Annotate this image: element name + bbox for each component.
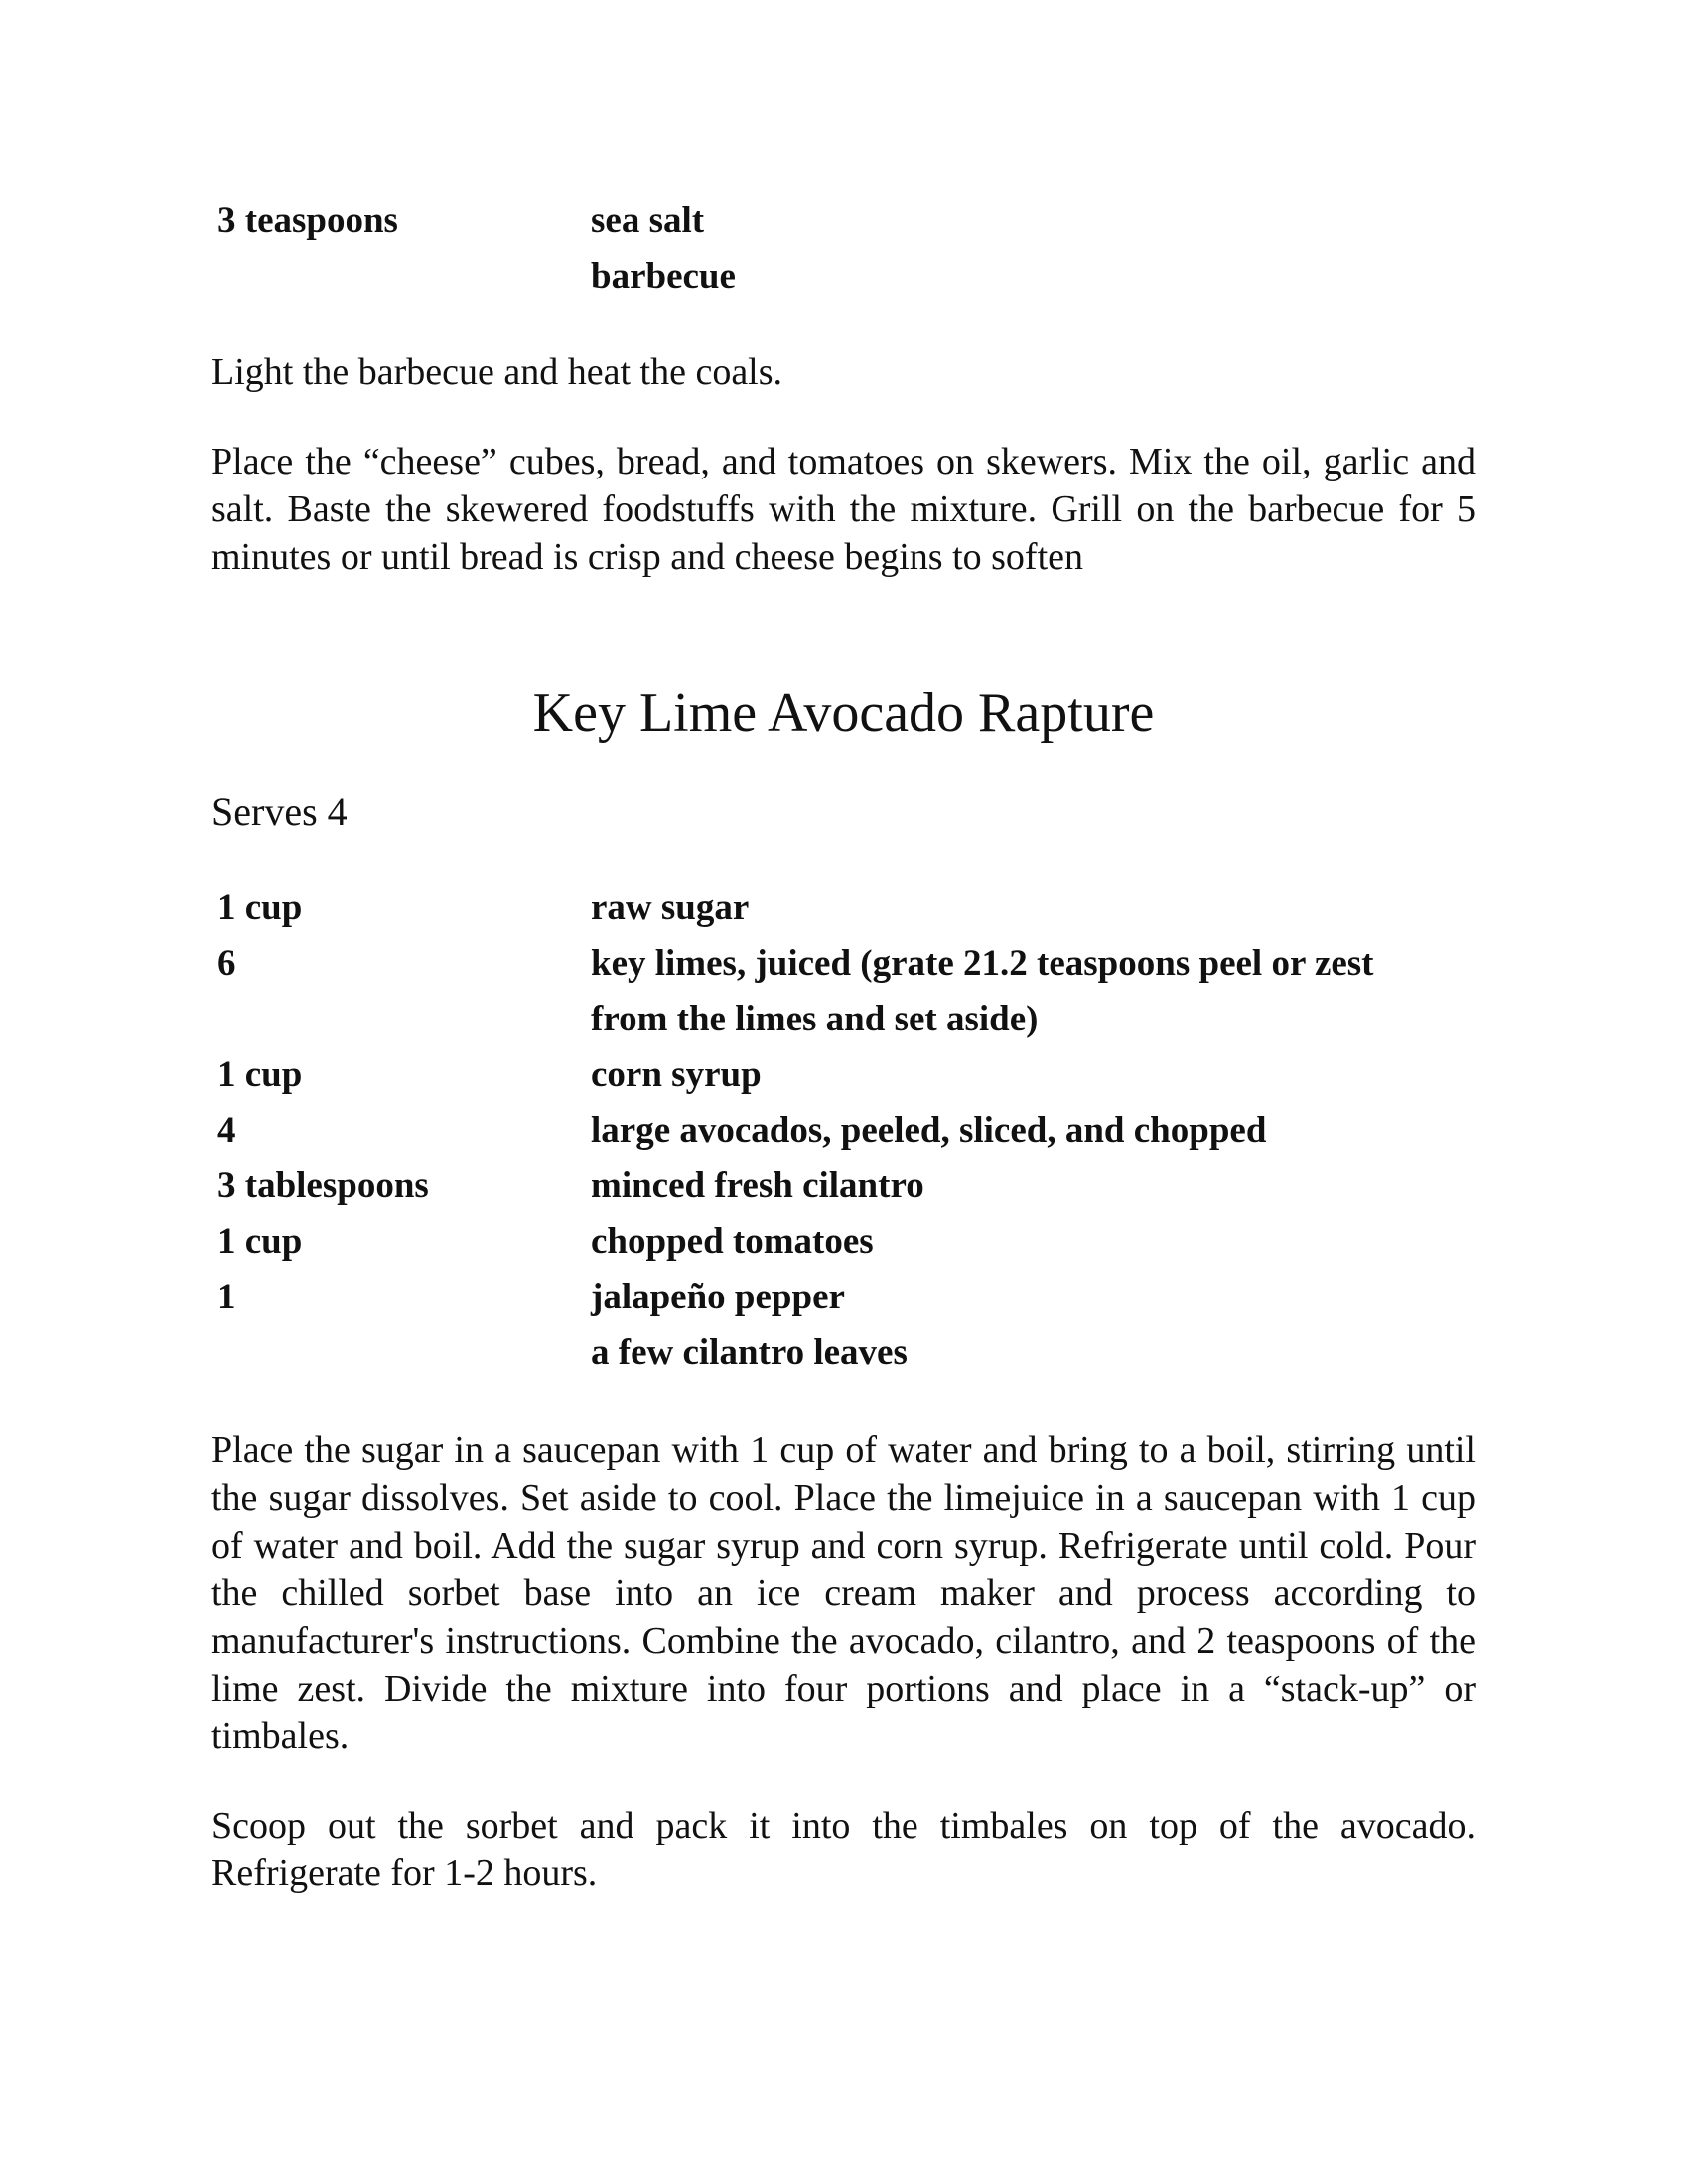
instruction-paragraph: Place the sugar in a saucepan with 1 cup of water and bring to a boil, stirring until the sugar dissolves. Set aside to cool. Place the limejuice in a saucepan with 1 cup of water and boil. Add the sugar syrup and corn syrup. Refrigerate until cold. Pour the chilled sorbet base into an ice cream maker and process according to manufacturer's instructions. Combine the avocado, cilantro, and 2 teaspoons of the lime zest. Divide the mixture into four portions and place in a “stack-up” or timbales. [211, 1430, 1476, 1757]
ingredient-quantity [211, 1325, 591, 1381]
ingredient-quantity: 4 [217, 1110, 236, 1151]
ingredient-name: chopped tomatoes [591, 1221, 874, 1262]
ingredient-name: key limes, juiced (grate 21.2 teaspoons peel or zest from the limes and set aside) [591, 943, 1374, 1039]
ingredient-quantity: 1 cup [217, 1054, 303, 1095]
ingredient-quantity: 1 [217, 1277, 236, 1317]
document-page [211, 194, 1476, 1897]
ingredient-row [211, 1047, 1476, 1103]
ingredient-row [211, 1270, 1476, 1325]
ingredient-row [211, 249, 1476, 305]
ingredient-name: barbecue [591, 256, 736, 297]
ingredient-row [211, 881, 1476, 936]
serves-count: Serves 4 [211, 789, 348, 834]
ingredient-name: raw sugar [591, 887, 750, 928]
ingredient-list-previous [211, 194, 1476, 305]
ingredient-row [211, 194, 1476, 249]
ingredient-quantity: 1 cup [217, 1221, 303, 1262]
instruction-paragraph: Scoop out the sorbet and pack it into the timbales on top of the avocado. Refrigerate for 1-2 hours. [211, 1805, 1476, 1894]
instruction-paragraph: Light the barbecue and heat the coals. [211, 351, 783, 393]
ingredient-quantity: 6 [217, 943, 236, 984]
ingredient-name: sea salt [591, 201, 705, 241]
ingredient-quantity: 3 tablespoons [217, 1165, 429, 1206]
ingredient-list [211, 881, 1476, 1381]
ingredient-row [211, 1325, 1476, 1381]
ingredient-name: large avocados, peeled, sliced, and chopped [591, 1110, 1267, 1151]
ingredient-name: corn syrup [591, 1054, 762, 1095]
ingredient-name: jalapeño pepper [591, 1277, 845, 1317]
ingredient-quantity: 3 teaspoons [217, 201, 398, 241]
instruction-paragraph: Place the “cheese” cubes, bread, and tomatoes on skewers. Mix the oil, garlic and salt. Baste the skewered foodstuffs with the mixture. Grill on the barbecue for 5 minutes or until bread is crisp and cheese begins to soften [211, 441, 1476, 578]
ingredient-row [211, 1103, 1476, 1159]
recipe-title: Key Lime Avocado Rapture [532, 682, 1155, 744]
ingredient-quantity: 1 cup [217, 887, 303, 928]
ingredient-name: a few cilantro leaves [591, 1332, 908, 1373]
ingredient-row [211, 936, 1476, 1047]
ingredient-row [211, 1214, 1476, 1270]
ingredient-row [211, 1159, 1476, 1214]
ingredient-name: minced fresh cilantro [591, 1165, 924, 1206]
ingredient-quantity [211, 249, 591, 305]
